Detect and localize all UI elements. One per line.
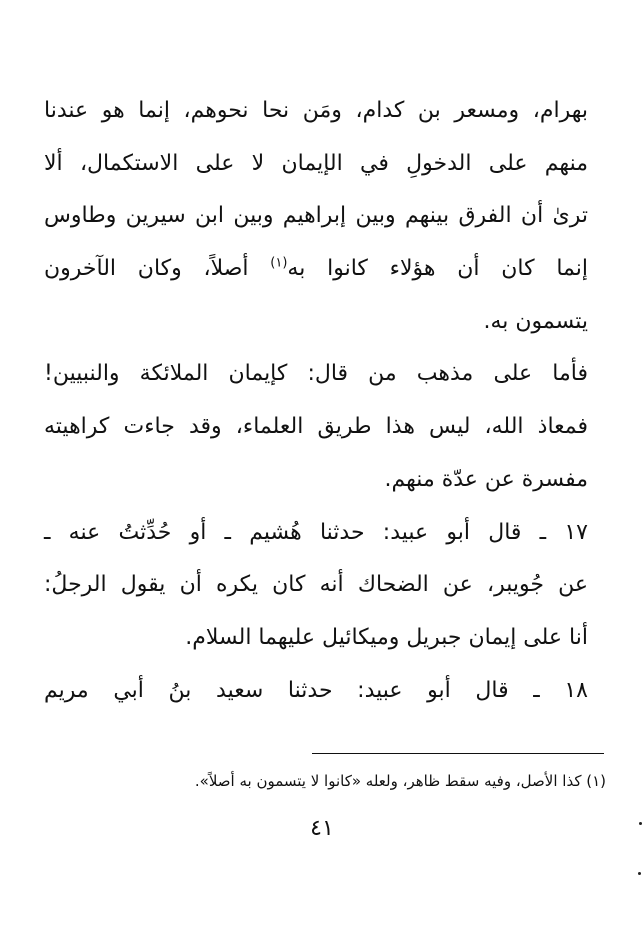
main-text [44,92,588,724]
text-line-12: ١٨ ـ قال أبو عبيد: حدثنا سعيد بنُ أبي مريم [44,677,588,703]
page-number: ٤١ [310,816,334,841]
text-line-4 [44,250,588,303]
text-line-4-start: إنما كان أن هؤلاء كانوا به [287,256,588,282]
text-line-2: منهم على الدخولِ في الإيمان لا على الاستكمال، ألا [44,150,588,176]
footnote: (١) كذا الأصل، وفيه سقط ظاهر، ولعله «كانوا لا يتسمون به أصلاً». [194,772,606,790]
text-line-6: فأما على مذهب من قال: كإيمان الملائكة والنبيين! [44,361,588,387]
text-line-10: عن جُويبر، عن الضحاك أنه كان يكره أن يقول الرجلُ: [44,572,588,598]
text-line-8: مفسرة عن عدّة منهم. [384,466,588,492]
text-line-9: ١٧ ـ قال أبو عبيد: حدثنا هُشيم ـ أو حُدِّثتُ عنه ـ [44,519,588,545]
text-line-7: فمعاذ الله، ليس هذا طريق العلماء، وقد جاءت كراهيته [44,414,588,440]
scan-speck [639,822,642,825]
footnote-divider [312,753,604,754]
text-line-11: أنا على إيمان جبريل وميكائيل عليهما السلام. [185,624,588,650]
text-line-3: ترىٰ أن الفرق بينهم وبين إبراهيم وبين ابن سيرين وطاوس [44,203,588,229]
scan-speck [638,872,641,875]
text-line-1: بهرام، ومسعر بن كدام، ومَن نحا نحوهم، إنما هو عندنا [44,98,588,123]
footnote-marker: (١) [270,255,288,271]
text-line-4-end: أصلاً، وكان الآخرون [44,256,271,282]
text-line-5: يتسمون به. [483,308,588,334]
